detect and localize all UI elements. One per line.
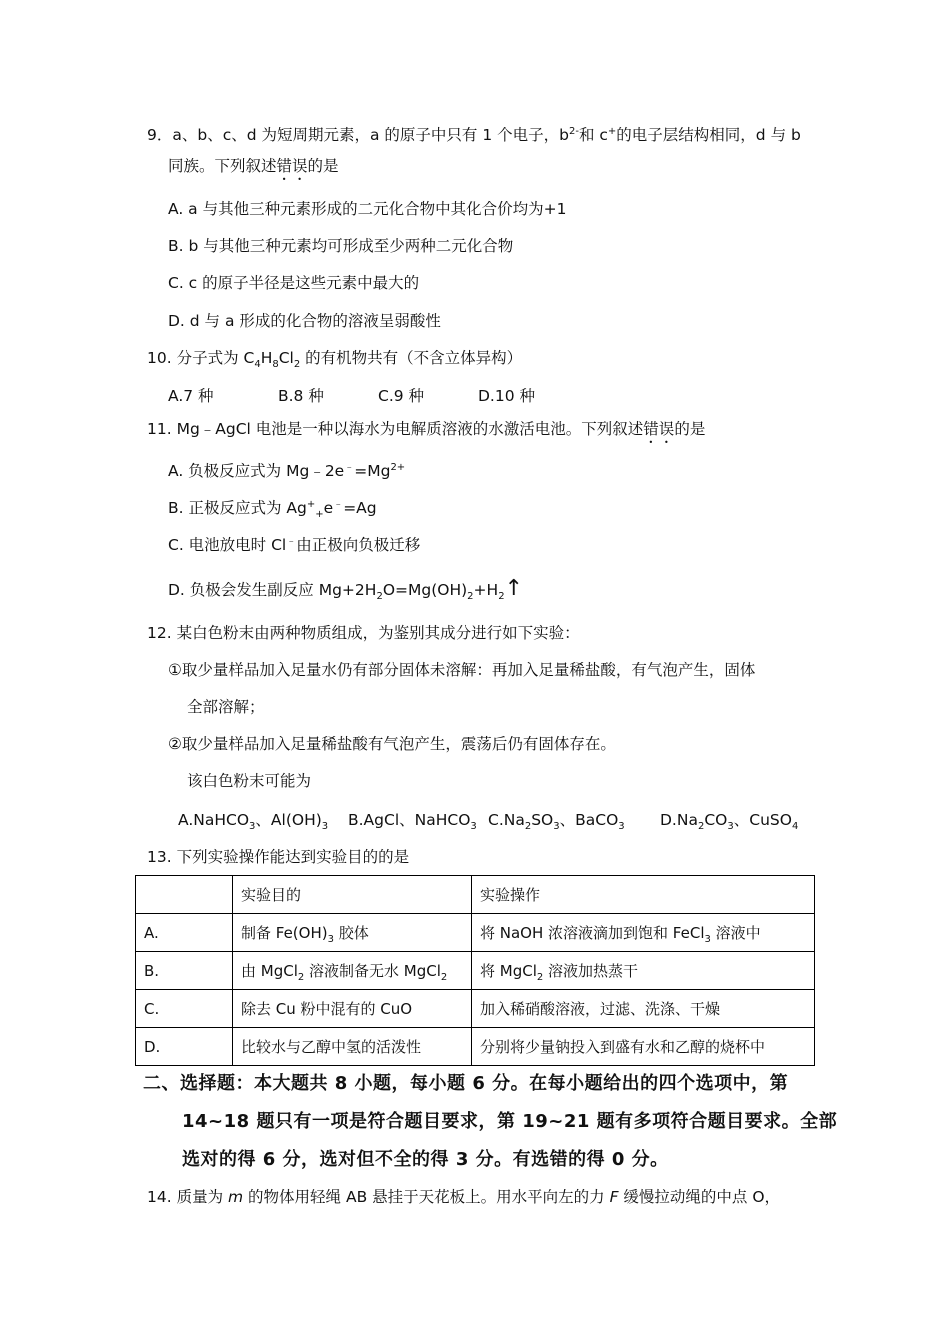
q10-option-a: A.7 种	[168, 387, 214, 405]
q12-option-a: A.NaHCO$_3$、$Al(OH)_3$	[178, 811, 329, 833]
q11-option-a: A. 负极反应式为 $Mg﹣2e^﹣=Mg^{2+}$	[168, 461, 406, 480]
q12-option-c: $C.Na_2SO_3$、BaCO$_3$	[488, 811, 625, 833]
row-operation: 将 NaOH 浓溶液滴加到饱和 FeCl$_3$ 溶液中	[472, 914, 815, 952]
section2-heading-line3: 选对的得 6 分，选对但不全的得 3 分。有选错的得 0 分。	[182, 1149, 669, 1170]
row-operation: 加入稀硝酸溶液，过滤、洗涤、干燥	[472, 990, 815, 1028]
table-row	[136, 952, 815, 990]
table-header-row	[136, 876, 815, 914]
row-operation: 将 MgCl$_2$ 溶液加热蒸干	[472, 952, 815, 990]
up-arrow-icon: ↑	[504, 576, 524, 601]
emphasis-marks: 错误	[643, 420, 675, 438]
table-header-cell: 实验操作	[472, 876, 815, 914]
q12-option-d: $D.Na_2CO_3$、CuSO$_4$	[660, 811, 799, 833]
table-header-cell	[136, 876, 233, 914]
q12-stem: 12. 某白色粉末由两种物质组成，为鉴别其成分进行如下实验：	[147, 624, 580, 642]
row-label: A.	[136, 914, 233, 952]
q14-stem: 14. 质量为 m 的物体用轻绳 AB 悬挂于天花板上。用水平向左的力 F 缓慢拉动绳的中点 O，	[147, 1188, 781, 1206]
q12-option-b: B.AgCl、NaHCO$_3$	[348, 811, 477, 833]
emphasis-marks: 错误	[276, 157, 308, 175]
q13-stem: 13. 下列实验操作能达到实验目的的是	[147, 848, 410, 866]
q11-option-d: D. 负极会发生副反应 $Mg+2H_2O=Mg(OH)_2+H_2↑$	[168, 576, 524, 603]
row-purpose: 由 MgCl$_2$ 溶液制备无水 MgCl$_2$	[233, 952, 472, 990]
q9-stem-line1: 9．a、b、c、d 为短周期元素，a 的原子中只有 1 个电子，$b^{2-}$和 c+的电子层结构相同，d 与 b	[147, 125, 801, 144]
table-row	[136, 1028, 815, 1066]
q11-stem: 11. Mg﹣AgCl 电池是一种以海水为电解质溶液的水激活电池。下列叙述错误的是	[147, 420, 706, 438]
q12-question: 该白色粉末可能为	[187, 772, 312, 790]
q11-option-b: B. 正极反应式为 $Ag^+_+e^﹣=Ag$	[168, 498, 377, 521]
row-label: B.	[136, 952, 233, 990]
row-purpose: 比较水与乙醇中氢的活泼性	[233, 1028, 472, 1066]
q9-option-d: D. d 与 a 形成的化合物的溶液呈弱酸性	[168, 312, 441, 330]
row-purpose: 制备 $Fe(OH)_3$ 胶体	[233, 914, 472, 952]
q10-stem: 10. 分子式为 $C_4H_8Cl_2$ 的有机物共有（不含立体异构）	[147, 349, 523, 371]
q12-experiment-1-line1: ①取少量样品加入足量水仍有部分固体未溶解：再加入足量稀盐酸，有气泡产生，固体	[168, 661, 756, 679]
row-purpose: 除去 Cu 粉中混有的 CuO	[233, 990, 472, 1028]
q12-experiment-1-line2: 全部溶解；	[187, 698, 265, 716]
section2-heading-line1: 二、选择题：本大题共 8 小题，每小题 6 分。在每小题给出的四个选项中，第	[143, 1073, 789, 1094]
q9-option-b: B. b 与其他三种元素均可形成至少两种二元化合物	[168, 237, 514, 255]
q12-experiment-2: ②取少量样品加入足量稀盐酸有气泡产生，震荡后仍有固体存在。	[168, 735, 616, 753]
q10-option-c: C.9 种	[378, 387, 425, 405]
row-label: D.	[136, 1028, 233, 1066]
q9-stem-line2: 同族。下列叙述错误的是	[168, 157, 339, 175]
row-operation: 分别将少量钠投入到盛有水和乙醇的烧杯中	[472, 1028, 815, 1066]
table-header-cell: 实验目的	[233, 876, 472, 914]
q10-option-b: B.8 种	[278, 387, 324, 405]
q11-option-c: C. 电池放电时 Cl﹣由正极向负极迁移	[168, 535, 421, 554]
section2-heading-line2: 14~18 题只有一项是符合题目要求，第 19~21 题有多项符合题目要求。全部	[182, 1111, 838, 1132]
q10-option-d: D.10 种	[478, 387, 536, 405]
table-row	[136, 990, 815, 1028]
row-label: C.	[136, 990, 233, 1028]
table-row	[136, 914, 815, 952]
q13-table	[135, 875, 815, 1066]
q9-option-c: C. c 的原子半径是这些元素中最大的	[168, 274, 420, 292]
q9-option-a: A. a 与其他三种元素形成的二元化合物中其化合价均为+1	[168, 200, 567, 218]
